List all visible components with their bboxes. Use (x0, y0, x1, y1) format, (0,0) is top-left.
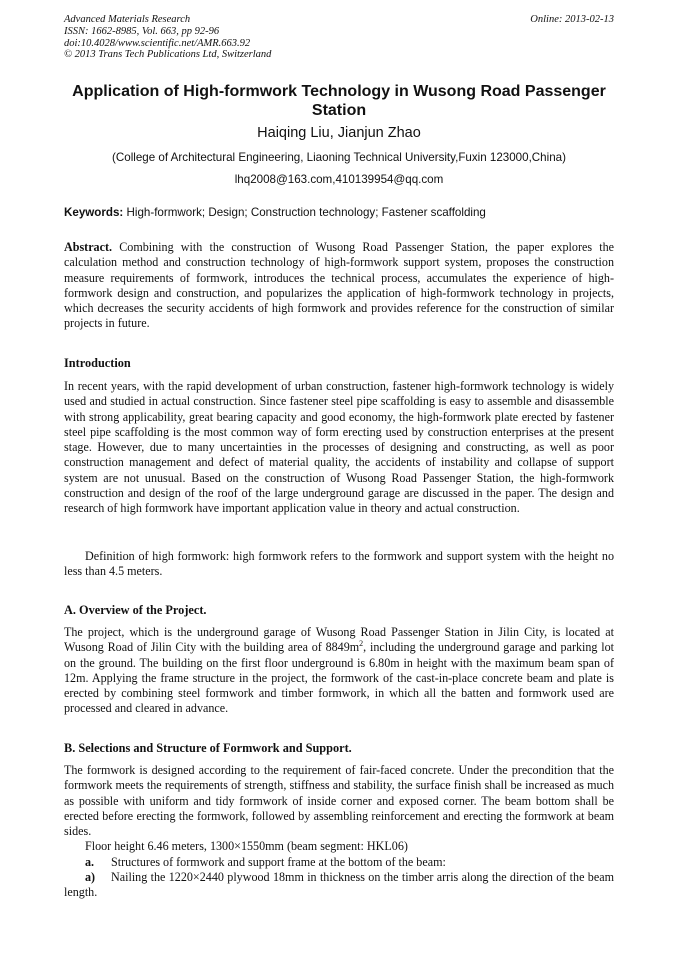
list-text-a-paren: Nailing the 1220×2440 plywood 18mm in thickness on the timber arris along the direction of the beam length. (64, 870, 614, 900)
doi-line: doi:10.4028/www.scientific.net/AMR.663.92 (64, 37, 251, 49)
abstract-label: Abstract. (64, 240, 113, 254)
introduction-paragraph: In recent years, with the rapid development of urban construction, fastener high-formwork technology is widely used and studied in actual construction. Since fastener steel pipe scaffolding is easy to assemble and disassemble with strong applicability, great bearing capacity and good economy, the high-formwork plate erected by fastener steel pipe scaffolding is the most common way of form erecting used by construction enterprises at the present stage. However, due to many uncertainties in the processes of designing and constructing, as well as poor construction management and defect of material quality, the accidents of instability and collapse of support system are not unusual. Based on the construction of Wusong Road Passenger Station, the high-formwork construction and design of the roof of the large underground garage are discussed in the paper. The design and research of high formwork have important application value in theory and actual construction. (64, 379, 614, 516)
journal-header (64, 14, 271, 61)
paper-authors: Haiqing Liu, Jianjun Zhao (257, 125, 421, 141)
list-item-a (85, 855, 635, 870)
online-date: Online: 2013-02-13 (530, 14, 614, 25)
list-marker-a: a. (85, 855, 95, 869)
list-text-a: Structures of formwork and support frame at the bottom of the beam: (111, 855, 446, 869)
area-superscript: 2 (359, 639, 364, 649)
introduction-heading: Introduction (64, 356, 131, 370)
list-item-a-paren (64, 870, 614, 901)
floor-height-line: Floor height 6.46 meters, 1300×1550mm (beam segment: HKL06) (85, 839, 408, 853)
abstract-paragraph (64, 240, 614, 332)
list-marker-a-paren: a) (85, 870, 96, 884)
paper-title: Application of High-formwork Technology in Wusong Road Passenger Station (72, 83, 606, 119)
copyright-line: © 2013 Trans Tech Publications Ltd, Switzerland (64, 49, 272, 61)
keywords-line (64, 206, 616, 219)
issn-line: ISSN: 1662-8985, Vol. 663, pp 92-96 (64, 25, 220, 37)
section-b-paragraph: The formwork is designed according to the requirement of fair-faced concrete. Under the precondition that the formwork meets the requirements of strength, stiffness and stability, the surface finish shall be increased as much as possible with uniform and tidy formwork of inside corner and exposed corner. The beam bottom shall be erected before erecting the formwork, followed by assembling reinforcement and erecting the formwork at beam sides. (64, 763, 614, 839)
journal-name: Advanced Materials Research (64, 14, 191, 25)
section-a-text-after: , including the underground garage and parking lot on the ground. The building on the first floor underground is 6.80m in height with the maximum beam span of 12m. Applying the frame structure in the project, the formwork of the cast-in-place concrete beam and plate is erected by combining steel formwork and timber formwork, in which all the batten and formwork used are processed and cleared in advance. (64, 640, 615, 716)
section-a-text-before: The project, which is the underground garage of Wusong Road Passenger Station in Jilin City, is located at Wusong Road of Jilin City with the building area of 8849m (64, 625, 614, 655)
definition-paragraph: Definition of high formwork: high formwork refers to the formwork and support system with the height no less than 4.5 meters. (64, 549, 614, 579)
author-affiliation: (College of Architectural Engineering, Liaoning Technical University,Fuxin 123000,China) (112, 151, 566, 164)
keywords-label: Keywords: (64, 206, 124, 219)
section-b-heading: B. Selections and Structure of Formwork and Support. (64, 741, 352, 755)
abstract-text: Combining with the construction of Wusong Road Passenger Station, the paper explores the calculation method and construction technology of high-formwork support system, proposes the construction measure requirements of formwork, introduces the technical process, accumulates the experience of high-formwork design and construction, and popularizes the application of high-formwork technology in projects, which decreases the security accidents of high formwork and provides reference for the construction of similar projects in future. (64, 240, 614, 331)
section-a-heading: A. Overview of the Project. (64, 603, 207, 617)
section-a-paragraph (64, 625, 614, 717)
keywords-text: High-formwork; Design; Construction technology; Fastener scaffolding (123, 206, 486, 219)
author-emails: lhq2008@163.com,410139954@qq.com (234, 173, 444, 186)
